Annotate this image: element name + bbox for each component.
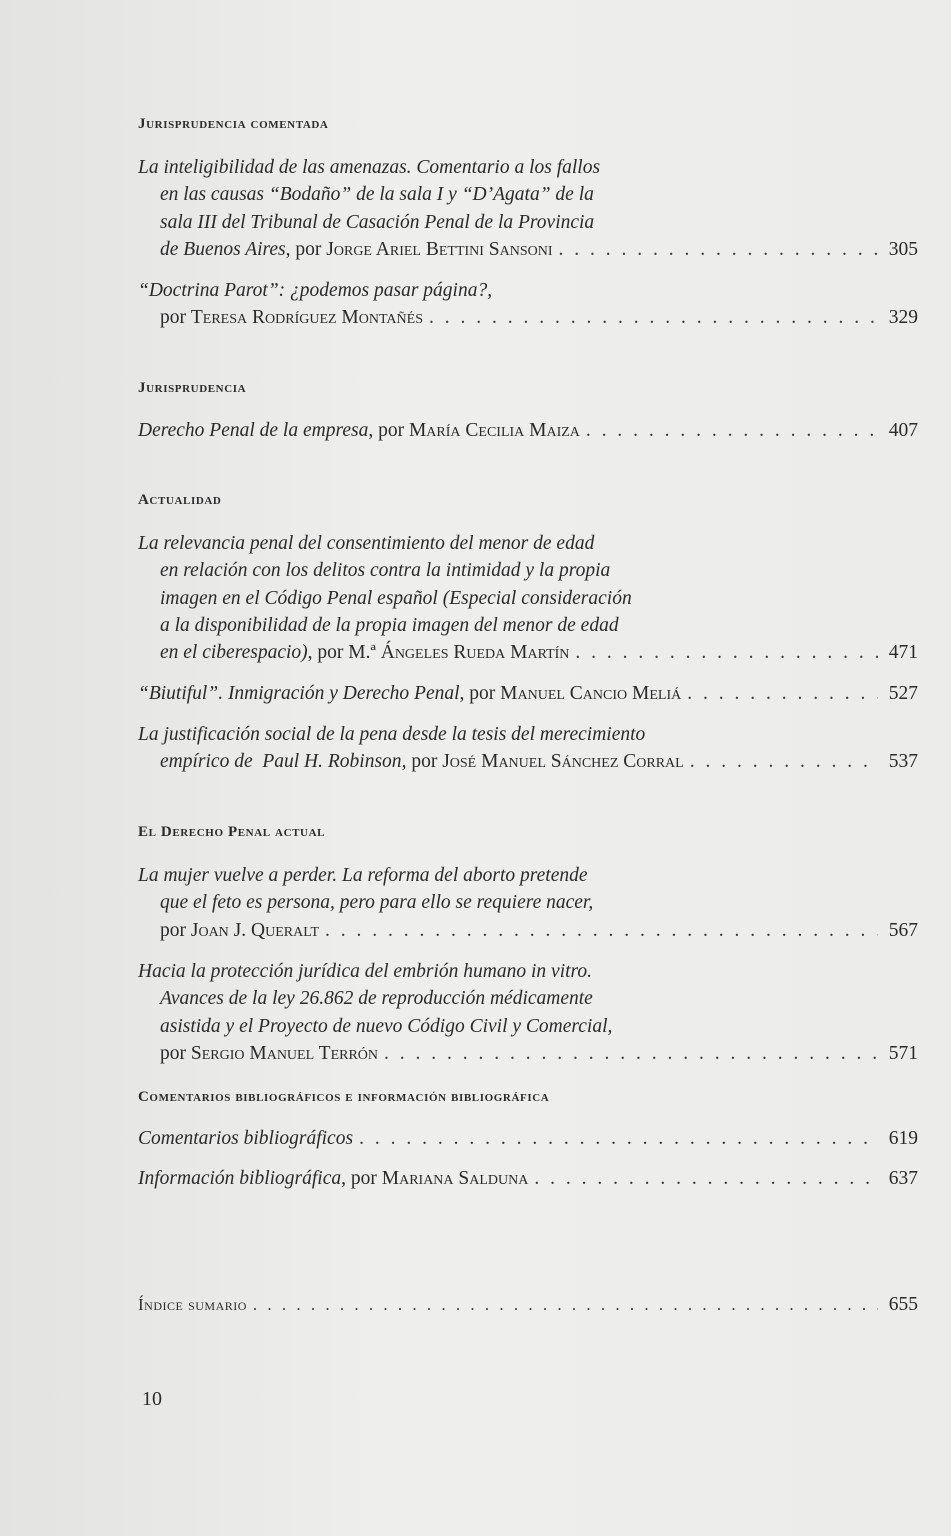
toc-entry bbox=[138, 530, 918, 666]
entry-title: Derecho Penal de la empresa bbox=[138, 420, 369, 441]
section-heading: Jurisprudencia comentada bbox=[138, 116, 329, 132]
section-heading: Jurisprudencia bbox=[138, 380, 247, 396]
dot-leader bbox=[359, 1125, 878, 1152]
by-label: , por bbox=[307, 642, 349, 664]
page-number: 567 bbox=[888, 919, 918, 941]
by-label: , por bbox=[341, 1168, 382, 1189]
entry-author: Manuel Cancio Meliá bbox=[500, 683, 682, 704]
toc-entry bbox=[138, 862, 918, 944]
dot-leader bbox=[325, 917, 878, 944]
page-number: 619 bbox=[888, 1128, 918, 1149]
dot-leader bbox=[253, 1291, 878, 1318]
page-number: 537 bbox=[888, 751, 918, 773]
page-number: 471 bbox=[888, 642, 918, 664]
entry-author: Mariana Salduna bbox=[381, 1168, 529, 1189]
entry-last-line bbox=[138, 639, 918, 666]
entry-author: Teresa Rodríguez Montañés bbox=[190, 307, 423, 329]
page-number: 571 bbox=[888, 1042, 918, 1064]
toc-entry bbox=[138, 154, 918, 263]
entry-last-line bbox=[138, 917, 918, 944]
dot-leader bbox=[429, 304, 878, 331]
dot-leader bbox=[559, 236, 878, 263]
entry-title-line: Hacia la protección jurídica del embrión humano in vitro. bbox=[138, 961, 593, 982]
entry-author: M.ª Ángeles Rueda Martín bbox=[348, 642, 570, 664]
entry-last-line bbox=[138, 236, 918, 263]
dot-leader bbox=[690, 748, 878, 775]
entry-title-line: asistida y el Proyecto de nuevo Código Civil y Comercial, bbox=[160, 1015, 613, 1037]
dot-leader bbox=[586, 417, 878, 444]
dot-leader bbox=[534, 1165, 878, 1192]
dot-leader bbox=[575, 639, 878, 666]
section-heading: Comentarios bibliográficos e información bibliográfica bbox=[138, 1089, 550, 1105]
entry-title-line: Avances de la ley 26.862 de reproducción médicamente bbox=[160, 988, 593, 1010]
entry-title-line: sala III del Tribunal de Casación Penal de la Provincia bbox=[160, 211, 595, 233]
entry-last-line bbox=[138, 680, 918, 707]
entry-title-line: a la disponibilidad de la propia imagen del menor de edad bbox=[160, 614, 619, 636]
by-label: , por bbox=[401, 751, 443, 773]
dot-leader bbox=[687, 680, 878, 707]
by-label: por bbox=[160, 1042, 191, 1064]
entry-title: empírico de Paul H. Robinson bbox=[160, 751, 402, 773]
entry-title: Información bibliográfica bbox=[138, 1168, 342, 1189]
page-number: 329 bbox=[888, 307, 918, 329]
toc-entry bbox=[138, 1125, 918, 1152]
entry-title-line: La inteligibilidad de las amenazas. Comentario a los fallos bbox=[138, 157, 601, 178]
section-heading: El Derecho Penal actual bbox=[138, 824, 326, 840]
toc-entry bbox=[138, 721, 918, 776]
entry-title-line: en relación con los delitos contra la intimidad y la propia bbox=[160, 560, 611, 582]
page-number: 655 bbox=[888, 1294, 918, 1315]
by-label: , por bbox=[285, 238, 327, 260]
toc-entry bbox=[138, 680, 918, 707]
entry-title-line: La relevancia penal del consentimiento del menor de edad bbox=[138, 533, 595, 554]
toc-entry bbox=[138, 417, 918, 444]
by-label: , por bbox=[459, 683, 501, 704]
index-label: Índice sumario bbox=[138, 1295, 247, 1314]
page-number: 407 bbox=[888, 420, 918, 441]
entry-last-line bbox=[138, 748, 918, 775]
entry-title-line: “Doctrina Parot”: ¿podemos pasar página?, bbox=[138, 280, 493, 301]
entry-author: Sergio Manuel Terrón bbox=[190, 1042, 379, 1064]
entry-title-line: La mujer vuelve a perder. La reforma del aborto pretende bbox=[138, 865, 588, 886]
section-heading: Actualidad bbox=[138, 492, 222, 508]
entry-title-line: que el feto es persona, pero para ello se requiere nacer, bbox=[160, 892, 594, 914]
entry-last-line bbox=[138, 1165, 918, 1192]
entry-last-line bbox=[138, 417, 918, 444]
by-label: por bbox=[160, 919, 191, 941]
by-label: por bbox=[160, 307, 191, 329]
toc-entry bbox=[138, 277, 918, 332]
entry-title-line: La justificación social de la pena desde la tesis del merecimiento bbox=[138, 724, 646, 745]
entry-author: Joan J. Queralt bbox=[190, 919, 320, 941]
entry-author: Jorge Ariel Bettini Sansoni bbox=[326, 238, 553, 260]
entry-title: “Biutiful”. Inmigración y Derecho Penal bbox=[138, 683, 460, 704]
toc-entry-index bbox=[138, 1291, 918, 1318]
entry-title: en el ciberespacio) bbox=[160, 642, 308, 664]
entry-title-line: en las causas “Bodaño” de la sala I y “D’Agata” de la bbox=[160, 184, 594, 206]
page-folio: 10 bbox=[142, 1388, 162, 1410]
entry-title: Comentarios bibliográficos bbox=[138, 1128, 354, 1149]
entry-author: María Cecilia Maiza bbox=[408, 420, 580, 441]
entry-last-line bbox=[138, 1291, 918, 1318]
toc-entry bbox=[138, 1165, 918, 1192]
toc-entry bbox=[138, 958, 918, 1067]
entry-last-line bbox=[138, 1040, 918, 1067]
entry-title: de Buenos Aires bbox=[160, 238, 286, 260]
page-number: 305 bbox=[888, 238, 918, 260]
entry-author: José Manuel Sánchez Corral bbox=[442, 751, 684, 773]
entry-last-line bbox=[138, 304, 918, 331]
entry-last-line bbox=[138, 1125, 918, 1152]
dot-leader bbox=[384, 1040, 878, 1067]
page-number: 527 bbox=[888, 683, 918, 704]
entry-title-line: imagen en el Código Penal español (Especial consideración bbox=[160, 587, 632, 609]
page-number: 637 bbox=[888, 1168, 918, 1189]
by-label: , por bbox=[368, 420, 409, 441]
